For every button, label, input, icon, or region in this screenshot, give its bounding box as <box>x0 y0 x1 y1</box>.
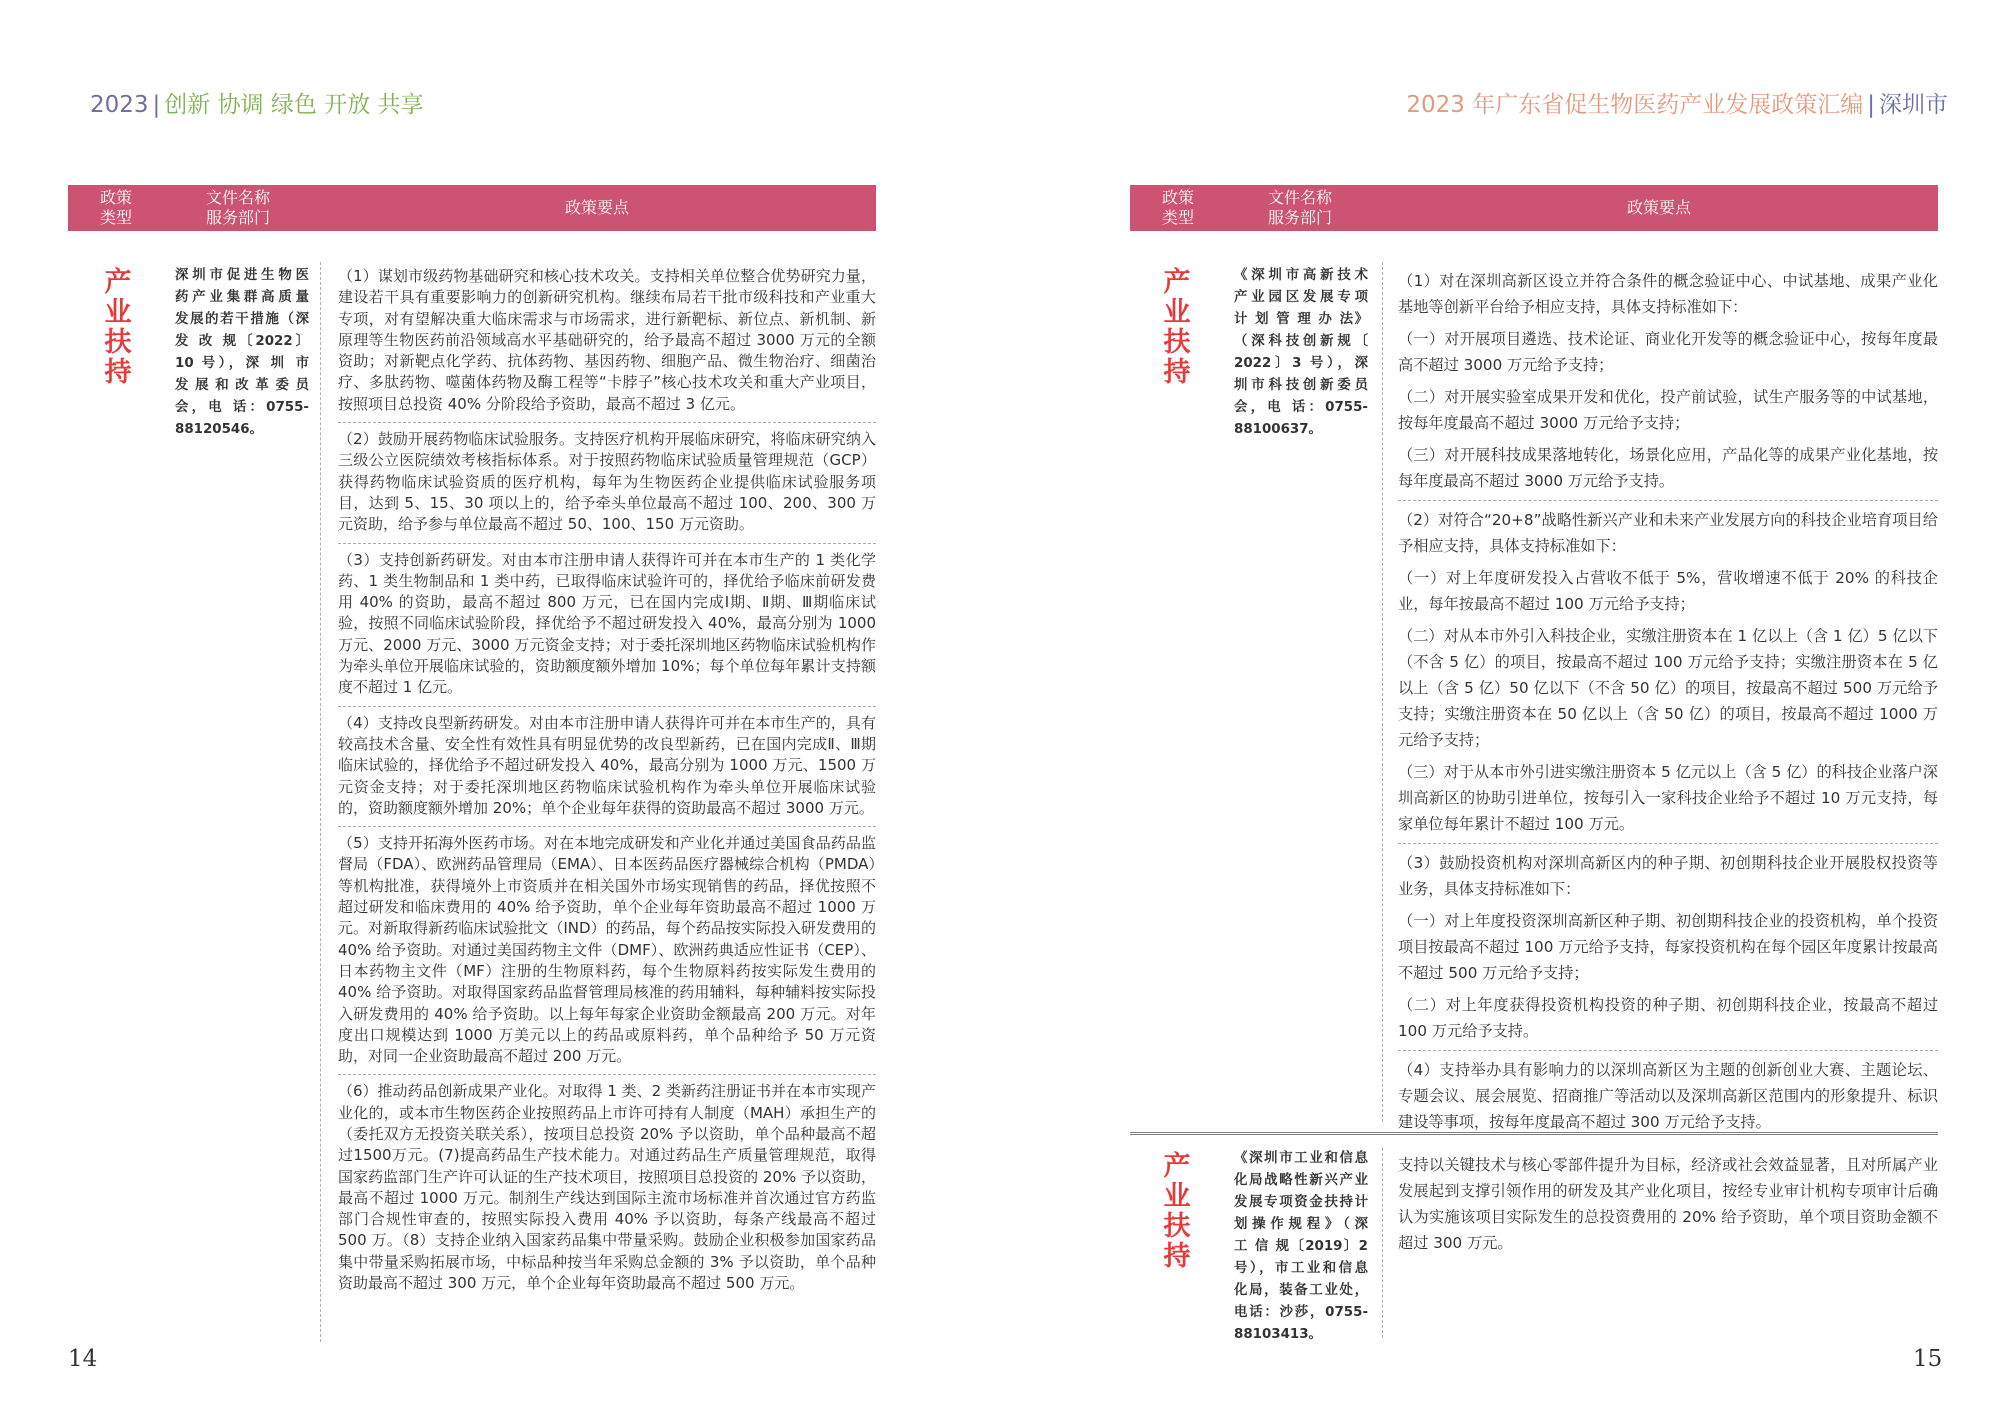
policy-points <box>1398 262 1938 1141</box>
right-page <box>1130 185 1938 231</box>
header-year: 2023 <box>90 92 149 118</box>
policy-points <box>1398 1146 1938 1262</box>
page-number: 15 <box>1913 1346 1943 1372</box>
header-policy-points: 政策要点 <box>1626 198 1691 217</box>
header-separator: | <box>1867 92 1875 118</box>
policy-point: （2）鼓励开展药物临床试验服务。支持医疗机构开展临床研究，将临床研究纳入三级公立医院绩效考核指标体系。对于按照药物临床试验质量管理规范（GCP）获得药物临床试验资质的医疗机构，每年为生物医药企业提供临床试验服务项目，达到 5、15、30 项以上的，给予牵头单位最高不超过 100、200、300 万元资助，给予参与单位最高不超过 50、100、150 万元资助。 <box>338 423 876 543</box>
policy-point: （2）对符合“20+8”战略性新兴产业和未来产业发展方向的科技企业培育项目给予相应支持，具体支持标准如下： （一）对上年度研发投入占营收不低于 5%，营收增速不低于 20% 的科技企业，每年按最高不超过 100 万元给予支持； （二）对从本市外引入科技企业，实缴注册资本在 1 亿以上（含 1 亿）5 亿以下（不含 5 亿）的项目，按最高不超过 100 万元给予支持；实缴注册资本在 5 亿以上（含 5 亿）50 亿以下（不含 50 亿）的项目，按最高不超过 500 万元给予支持；实缴注册资本在 50 亿以上（含 50 亿）的项目，按最高不超过 1000 万元给予支持； （三）对于从本市外引进实缴注册资本 5 亿元以上（含 5 亿）的科技企业落户深圳高新区的协助引进单位，按每引入一家科技企业给予不超过 10 万元支持，每家单位每年累计不超过 100 万元。 <box>1398 501 1938 844</box>
file-name-cell: 《深圳市高新技术 产业园区发展专项 计 划 管 理 办 法》 （深科技创新规〔 2022〕3 号），深 圳市科技创新委员 会，电 话：0755- 88100637。 <box>1234 268 1368 437</box>
running-head-left <box>90 86 424 119</box>
header-policy-type: 政策 类型 <box>1161 188 1194 227</box>
file-name-cell: 《深圳市工业和信息 化局战略性新兴产业 发展专项资金扶持计 划操作规程》（深 工 信 规〔2019〕2 号），市工业和信息 化局，装备工业处， 电话：沙莎，0755- 88103413。 <box>1234 1151 1368 1342</box>
policy-point: （1）谋划市级药物基础研究和核心技术攻关。支持相关单位整合优势研究力量，建设若干具有重要影响力的创新研究机构。继续布局若干批市级科技和产业重大专项，对有望解决重大临床需求与市场需求，进行新靶标、新位点、新机制、新原理等生物医药前沿领域高水平基础研究的，给予最高不超过 3000 万元的全额资助；对新靶点化学药、抗体药物、基因药物、细胞产品、微生物治疗、细菌治疗、多肽药物、噬菌体药物及酶工程等“卡脖子”核心技术攻关和重大产业项目，按照项目总投资 40% 分阶段给予资助，最高不超过 3 亿元。 <box>338 260 876 423</box>
header-policy-points: 政策要点 <box>564 198 629 217</box>
policy-type-label: 产业扶持 <box>104 267 132 388</box>
header-file-name: 文件名称 服务部门 <box>206 188 271 227</box>
table-header <box>68 185 876 231</box>
column-divider <box>1382 1148 1383 1338</box>
policy-point: （4）支持改良型新药研发。对由本市注册申请人获得许可并在本市生产的，具有较高技术含量、安全性有效性具有明显优势的改良型新药，已在国内完成Ⅱ、Ⅲ期临床试验的，择优给予不超过研发投入 40%，最高分别为 1000 万元、1500 万元资金支持；对于委托深圳地区药物临床试验机构作为牵头单位开展临床试验的，资助额度额外增加 20%；单个企业每年获得的资助最高不超过 3000 万元。 <box>338 707 876 827</box>
column-divider <box>320 262 321 1342</box>
policy-point: （4）支持举办具有影响力的以深圳高新区为主题的创新创业大赛、主题论坛、专题会议、展会展览、招商推广等活动以及深圳高新区范围内的形象提升、标识建设等事项，按每年度最高不超过 300 万元给予支持。 <box>1398 1061 1938 1131</box>
policy-point: （3）鼓励投资机构对深圳高新区内的种子期、初创期科技企业开展股权投资等业务，具体支持标准如下： （一）对上年度投资深圳高新区种子期、初创期科技企业的投资机构，单个投资项目按最高不超过 100 万元给予支持，每家投资机构在每个园区年度累计按最高不超过 500 万元给予支持； （二）对上年度获得投资机构投资的种子期、初创期科技企业，按最高不超过 100 万元给予支持。 <box>1398 844 1938 1051</box>
table-header <box>1130 185 1938 231</box>
header-motto: 创新 协调 绿色 开放 共享 <box>164 92 424 118</box>
header-file-name: 文件名称 服务部门 <box>1268 188 1333 227</box>
policy-point: 支持以关键技术与核心零部件提升为目标，经济或社会效益显著，且对所属产业发展起到支撑引领作用的研发及其产业化项目，按经专业审计机构专项审计后确认为实施该项目实际发生的总投资费用的 20% 给予资助，单个项目资助金额不超过 300 万元。 <box>1398 1156 1938 1252</box>
policy-type-label: 产业扶持 <box>1163 1151 1191 1272</box>
policy-point: （3）支持创新药研发。对由本市注册申请人获得许可并在本市生产的 1 类化学药、1 类生物制品和 1 类中药，已取得临床试验许可的，择优给予临床前研发费用 40% 的资助，最高不超过 800 万元，已在国内完成Ⅰ期、Ⅱ期、Ⅲ期临床试验，按照不同临床试验阶段，择优给予不超过研发投入 40%，最高分别为 1000 万元、2000 万元、3000 万元资金支持；对于委托深圳地区药物临床试验机构作为牵头单位开展临床试验的，资助额度额外增加 10%；每个单位每年累计支持额度不超过 1 亿元。 <box>338 544 876 707</box>
row-divider <box>1130 1132 1938 1135</box>
policy-point: （6）推动药品创新成果产业化。对取得 1 类、2 类新药注册证书并在本市实现产业化的，或本市生物医药企业按照药品上市许可持有人制度（MAH）承担生产的（委托双方无投资关联关系），按项目总投资 20% 予以资助，单个品种最高不超过1500万元。(7)提高药品生产技术能力。对通过药品生产质量管理规范，取得国家药监部门生产许可认证的生产技术项目，按照项目总投资的 20% 予以资助，最高不超过 1000 万元。制剂生产线达到国际主流市场标准并首次通过官方药监部门合规性审查的，按照实际投入费用 40% 予以资助，每条产线最高不超过 500 万。（8）支持企业纳入国家药品集中带量采购。鼓励企业积极参加国家药品集中带量采购拓展市场，中标品种按当年采购总金额的 3% 予以资助，单个品种资助最高不超过 300 万元，单个企业每年资助最高不超过 500 万元。 <box>338 1082 876 1293</box>
left-page <box>68 185 876 231</box>
policy-point: （5）支持开拓海外医药市场。对在本地完成研发和产业化并通过美国食品药品监督局（FDA）、欧洲药品管理局（EMA）、日本医药品医疗器械综合机构（PMDA）等机构批准，获得境外上市资质并在相关国外市场实现销售的药品，择优按照不超过研发和临床费用的 40% 给予资助，单个企业每年资助最高不超过 1000 万元。对新取得新药临床试验批文（IND）的药品，每个药品按实际投入研发费用的 40% 给予资助。对通过美国药物主文件（DMF）、欧洲药典适应性证书（CEP）、日本药物主文件（MF）注册的生物原料药，每个生物原料药按实际发生费用的 40% 给予资助。对取得国家药品监督管理局核准的药用辅料，每种辅料按实际投入研发费用的 40% 给予资助。以上每年每家企业资助金额最高 200 万元。对年度出口规模达到 1000 万美元以上的药品或原料药，单个品种给予 50 万元资助，对同一企业资助最高不超过 200 万元。 <box>338 827 876 1075</box>
file-name-cell: 深圳市促进生物医 药产业集群高质量 发展的若干措施（深 发 改 规〔2022〕 10 号），深 圳 市 发 展 和 改 革 委 员 会，电 话：0755- 88120546。 <box>175 268 309 437</box>
running-head-right <box>1406 86 1948 119</box>
policy-points <box>338 260 876 1301</box>
header-separator: | <box>152 92 161 118</box>
policy-point: （1）对在深圳高新区设立并符合条件的概念验证中心、中试基地、成果产业化基地等创新平台给予相应支持，具体支持标准如下： （一）对开展项目遴选、技术论证、商业化开发等的概念验证中心，按每年度最高不超过 3000 万元给予支持； （二）对开展实验室成果开发和优化，投产前试验，试生产服务等的中试基地，按每年度最高不超过 3000 万元给予支持； （三）对开展科技成果落地转化，场景化应用，产品化等的成果产业化基地，按每年度最高不超过 3000 万元给予支持。 <box>1398 262 1938 501</box>
header-region: 深圳市 <box>1879 92 1948 118</box>
policy-type-label: 产业扶持 <box>1163 267 1191 388</box>
page-number: 14 <box>68 1346 98 1372</box>
column-divider <box>1382 262 1383 1122</box>
header-policy-type: 政策 类型 <box>99 188 132 227</box>
header-title: 2023 年广东省促生物医药产业发展政策汇编 <box>1406 92 1864 118</box>
